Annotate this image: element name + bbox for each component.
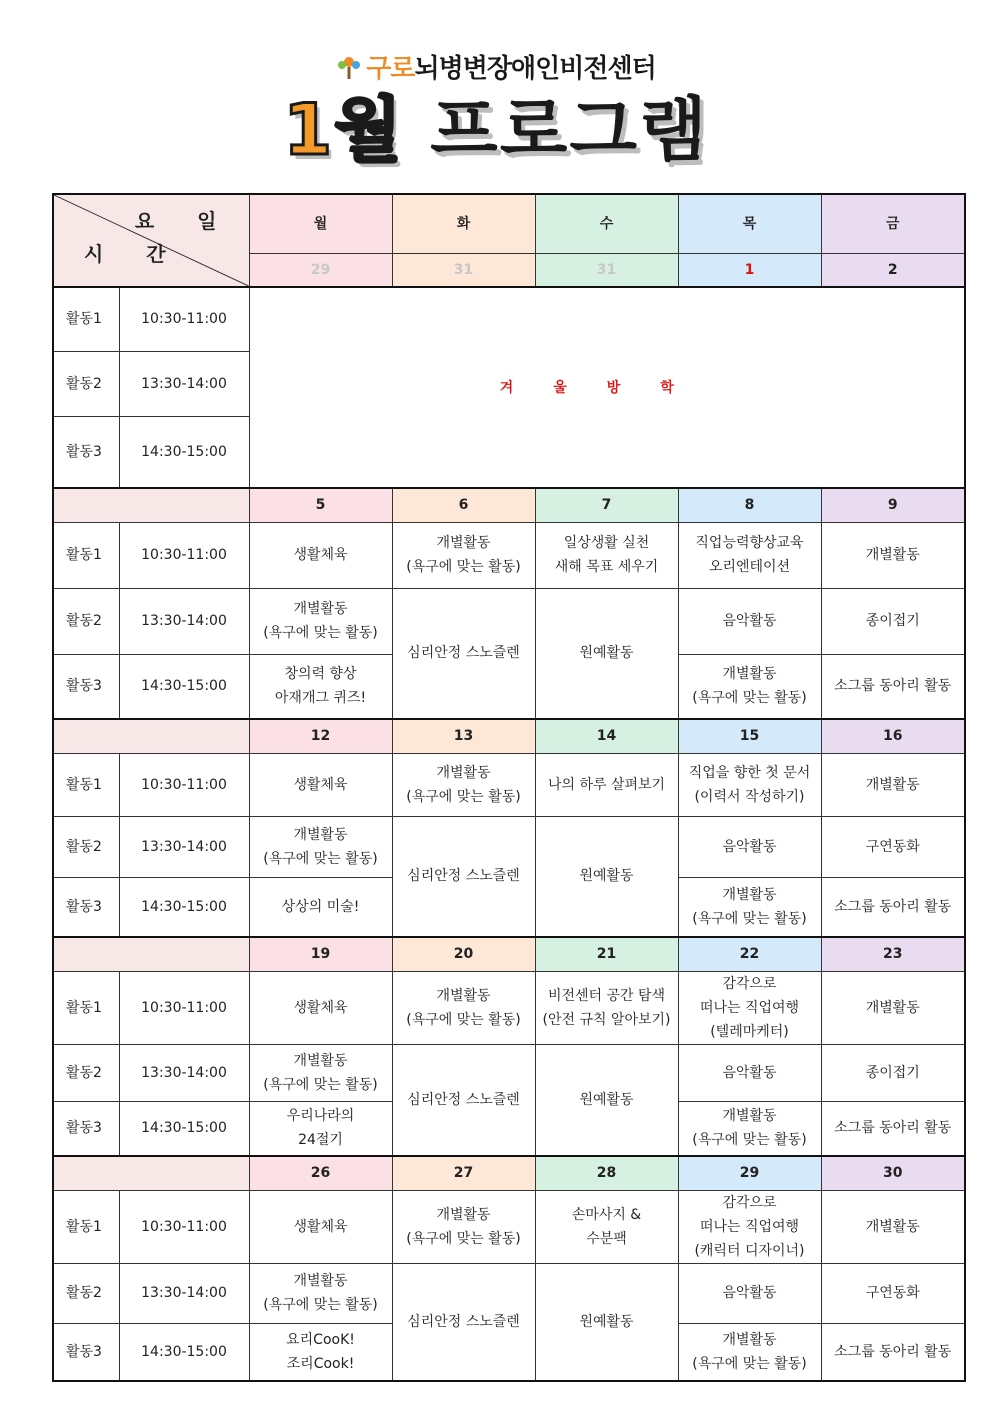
date-cell-text: 6 xyxy=(458,497,469,514)
slot-time xyxy=(119,654,249,719)
day-header-tue xyxy=(392,194,535,253)
slot-time xyxy=(119,816,249,877)
slot-label xyxy=(53,1323,119,1381)
activity-cell-text: 나의 하루 살펴보기 xyxy=(547,776,666,793)
org-name xyxy=(0,48,992,85)
activity-cell xyxy=(678,1190,821,1263)
date-cell-text: 20 xyxy=(453,946,474,963)
activity-cell-text: 개별활동 (욕구에 맞는 활동) xyxy=(263,1273,378,1313)
activity-cell xyxy=(821,1190,965,1263)
activity-cell-text: 비전센터 공간 탐색 (안전 규칙 알아보기) xyxy=(542,987,671,1028)
activity-cell xyxy=(249,654,392,719)
date-cell-text: 27 xyxy=(453,1165,474,1182)
activity-cell xyxy=(678,753,821,816)
activity-cell xyxy=(392,816,535,937)
day-header-thu-text: 목 xyxy=(742,215,757,232)
date-cell xyxy=(678,253,821,287)
activity-cell-text: 음악활동 xyxy=(722,1285,777,1301)
activity-cell-text: 심리안정 스노즐렌 xyxy=(407,645,520,662)
table-row xyxy=(53,937,965,971)
winter-vacation-notice xyxy=(249,287,965,488)
slot-label xyxy=(53,416,119,488)
slot-label-text: 활동1 xyxy=(66,999,102,1016)
slot-label-text: 활동1 xyxy=(66,311,102,328)
activity-cell-text: 구연동화 xyxy=(865,1285,920,1301)
activity-cell-text: 음악활동 xyxy=(722,1064,777,1081)
activity-cell xyxy=(821,816,965,877)
activity-cell-text: 손마사지 & 수분팩 xyxy=(571,1206,642,1247)
day-header-mon xyxy=(249,194,392,253)
slot-label-text: 활동3 xyxy=(66,1343,102,1360)
date-cell xyxy=(535,1156,678,1190)
date-cell-text: 8 xyxy=(744,497,755,514)
slot-time xyxy=(119,588,249,654)
date-cell-text: 15 xyxy=(739,728,760,745)
activity-cell xyxy=(678,522,821,588)
date-cell xyxy=(392,253,535,287)
slot-time xyxy=(119,287,249,351)
date-row-label xyxy=(53,488,249,522)
date-cell xyxy=(392,937,535,971)
page-header xyxy=(0,40,992,180)
slot-time-text: 13:30-14:00 xyxy=(141,613,227,629)
activity-cell-text: 감각으로 떠나는 직업여행 (텔레마케터) xyxy=(699,975,800,1040)
date-cell xyxy=(535,253,678,287)
activity-cell xyxy=(249,1044,392,1101)
activity-cell xyxy=(678,971,821,1044)
activity-cell-text: 개별활동 (욕구에 맞는 활동) xyxy=(692,886,807,927)
activity-cell xyxy=(678,1323,821,1381)
activity-cell-text: 심리안정 스노즐렌 xyxy=(407,1091,520,1108)
slot-label xyxy=(53,1101,119,1156)
activity-cell-text: 직업능력향상교육 오리엔테이션 xyxy=(695,535,804,575)
activity-cell xyxy=(821,654,965,719)
date-cell-text: 13 xyxy=(453,728,474,745)
activity-cell xyxy=(821,877,965,937)
activity-cell-text: 종이접기 xyxy=(865,1064,920,1081)
activity-cell xyxy=(535,816,678,937)
slot-label-text: 활동3 xyxy=(66,443,102,460)
slot-time-text: 10:30-11:00 xyxy=(141,547,227,563)
date-cell-text: 29 xyxy=(310,261,331,278)
activity-cell xyxy=(678,588,821,654)
date-cell-text: 31 xyxy=(596,261,617,278)
activity-cell-text: 개별활동 (욕구에 맞는 활동) xyxy=(406,764,521,805)
activity-cell-text: 개별활동 (욕구에 맞는 활동) xyxy=(692,666,807,707)
slot-time xyxy=(119,1323,249,1381)
activity-cell-text: 개별활동 xyxy=(865,999,920,1016)
slot-label-text: 활동2 xyxy=(66,838,102,855)
activity-cell-text: 원예활동 xyxy=(579,1091,634,1108)
activity-cell xyxy=(678,816,821,877)
slot-label-text: 활동2 xyxy=(66,375,102,392)
activity-cell-text: 감각으로 떠나는 직업여행 (캐릭터 디자이너) xyxy=(694,1194,805,1259)
activity-cell-text: 소그룹 동아리 활동 xyxy=(834,1343,952,1360)
day-header-wed xyxy=(535,194,678,253)
page-title xyxy=(0,88,992,172)
date-cell-text: 23 xyxy=(883,946,903,963)
slot-label xyxy=(53,522,119,588)
table-row xyxy=(53,753,965,816)
table-row xyxy=(53,287,965,351)
activity-cell-text: 소그룹 동아리 활동 xyxy=(834,1120,952,1137)
slot-time-text: 13:30-14:00 xyxy=(141,375,227,392)
date-cell-text: 16 xyxy=(883,728,903,745)
activity-cell-text: 개별활동 (욕구에 맞는 활동) xyxy=(692,1108,807,1149)
activity-cell xyxy=(249,971,392,1044)
activity-cell-text: 개별활동 xyxy=(865,776,920,793)
activity-cell xyxy=(249,522,392,588)
date-cell xyxy=(678,937,821,971)
slot-time-text: 10:30-11:00 xyxy=(141,776,227,793)
activity-cell-text: 생활체육 xyxy=(293,1218,348,1235)
date-cell xyxy=(249,1156,392,1190)
activity-cell xyxy=(249,1323,392,1381)
activity-cell-text: 우리나라의 24절기 xyxy=(286,1108,355,1149)
slot-time-text: 14:30-15:00 xyxy=(141,1120,227,1137)
date-cell xyxy=(821,253,965,287)
activity-cell-text: 음악활동 xyxy=(722,613,777,629)
date-cell-text: 5 xyxy=(315,497,326,514)
time-axis-label: 시 간 xyxy=(84,242,184,266)
activity-cell xyxy=(678,654,821,719)
activity-cell-text: 개별활동 (욕구에 맞는 활동) xyxy=(263,601,378,641)
table-row xyxy=(53,1044,965,1101)
activity-cell-text: 개별활동 xyxy=(865,1218,920,1235)
slot-time xyxy=(119,1263,249,1323)
activity-cell xyxy=(821,971,965,1044)
date-cell xyxy=(392,1156,535,1190)
activity-cell xyxy=(821,522,965,588)
activity-cell xyxy=(535,522,678,588)
date-cell xyxy=(249,719,392,753)
slot-label xyxy=(53,588,119,654)
date-cell-text: 19 xyxy=(310,946,331,963)
activity-cell-text: 종이접기 xyxy=(865,613,920,629)
table-row xyxy=(53,488,965,522)
date-row-label xyxy=(53,719,249,753)
activity-cell xyxy=(678,1044,821,1101)
activity-cell xyxy=(249,1190,392,1263)
date-row-label xyxy=(53,937,249,971)
slot-label-text: 활동3 xyxy=(66,678,102,695)
slot-time xyxy=(119,1190,249,1263)
activity-cell xyxy=(249,816,392,877)
table-row xyxy=(53,816,965,877)
date-row-label xyxy=(53,1156,249,1190)
date-cell-text: 29 xyxy=(739,1165,760,1182)
date-cell-text: 26 xyxy=(310,1165,331,1182)
slot-time-text: 14:30-15:00 xyxy=(141,1343,227,1360)
slot-time xyxy=(119,351,249,416)
activity-cell xyxy=(392,753,535,816)
slot-time xyxy=(119,971,249,1044)
slot-label xyxy=(53,753,119,816)
program-title: 프로그램 xyxy=(430,89,709,171)
activity-cell xyxy=(249,753,392,816)
activity-cell-text: 음악활동 xyxy=(722,838,777,855)
day-header-mon-text: 월 xyxy=(313,215,328,232)
activity-cell-text: 개별활동 (욕구에 맞는 활동) xyxy=(263,1052,378,1093)
slot-time-text: 13:30-14:00 xyxy=(141,838,227,855)
date-cell-text: 14 xyxy=(596,728,617,745)
date-cell xyxy=(678,1156,821,1190)
activity-cell-text: 개별활동 xyxy=(865,547,920,563)
slot-label xyxy=(53,654,119,719)
date-cell xyxy=(678,719,821,753)
activity-cell xyxy=(821,1101,965,1156)
date-cell-text: 28 xyxy=(596,1165,617,1182)
date-cell xyxy=(535,937,678,971)
day-header-fri-text: 금 xyxy=(885,215,900,232)
slot-label-text: 활동2 xyxy=(66,1064,102,1081)
table-row xyxy=(53,719,965,753)
slot-time-text: 14:30-15:00 xyxy=(141,443,227,460)
day-axis-label: 요 일 xyxy=(134,209,235,233)
slot-time xyxy=(119,1044,249,1101)
slot-label-text: 활동3 xyxy=(66,898,102,915)
slot-label-text: 활동3 xyxy=(66,1120,102,1137)
activity-cell xyxy=(821,588,965,654)
date-cell xyxy=(535,488,678,522)
schedule-table xyxy=(52,193,966,1382)
activity-cell xyxy=(249,588,392,654)
table-row xyxy=(53,194,965,253)
table-row xyxy=(53,971,965,1044)
slot-label xyxy=(53,971,119,1044)
slot-time-text: 14:30-15:00 xyxy=(141,898,227,915)
activity-cell-text: 개별활동 (욕구에 맞는 활동) xyxy=(263,826,378,867)
slot-time-text: 10:30-11:00 xyxy=(141,999,227,1016)
activity-cell xyxy=(535,1190,678,1263)
activity-cell xyxy=(249,1263,392,1323)
tree-logo-icon xyxy=(336,54,362,80)
date-cell xyxy=(249,253,392,287)
date-cell-text: 30 xyxy=(883,1165,903,1182)
slot-label xyxy=(53,1044,119,1101)
activity-cell-text: 창의력 향상 아재개그 퀴즈! xyxy=(274,666,367,707)
activity-cell xyxy=(249,1101,392,1156)
date-cell xyxy=(821,937,965,971)
activity-cell-text: 개별활동 (욕구에 맞는 활동) xyxy=(692,1331,807,1372)
activity-cell xyxy=(678,877,821,937)
activity-cell-text: 구연동화 xyxy=(865,838,920,855)
winter-vacation-notice-text: 겨울방학 xyxy=(499,379,714,396)
day-header-fri xyxy=(821,194,965,253)
activity-cell xyxy=(821,753,965,816)
activity-cell-text: 심리안정 스노즐렌 xyxy=(407,1313,520,1330)
activity-cell-text: 개별활동 (욕구에 맞는 활동) xyxy=(406,535,521,575)
slot-label xyxy=(53,287,119,351)
slot-label xyxy=(53,877,119,937)
slot-time-text: 10:30-11:00 xyxy=(141,311,227,328)
activity-cell-text: 생활체육 xyxy=(293,999,348,1016)
date-cell xyxy=(821,488,965,522)
activity-cell xyxy=(392,971,535,1044)
activity-cell-text: 원예활동 xyxy=(579,868,634,885)
slot-time xyxy=(119,753,249,816)
date-cell-text: 7 xyxy=(601,497,612,514)
slot-label xyxy=(53,351,119,416)
activity-cell xyxy=(821,1044,965,1101)
table-row xyxy=(53,522,965,588)
date-cell-text: 21 xyxy=(596,946,617,963)
activity-cell-text: 상상의 미술! xyxy=(281,898,360,915)
activity-cell xyxy=(392,588,535,719)
activity-cell xyxy=(249,877,392,937)
day-header-thu xyxy=(678,194,821,253)
date-cell-text: 12 xyxy=(310,728,331,745)
month-title: 1월 xyxy=(283,89,404,171)
day-header-wed-text: 수 xyxy=(599,215,614,232)
date-cell xyxy=(249,937,392,971)
activity-cell-text: 개별활동 (욕구에 맞는 활동) xyxy=(406,987,521,1028)
table-row xyxy=(53,588,965,654)
slot-label xyxy=(53,1263,119,1323)
activity-cell-text: 심리안정 스노즐렌 xyxy=(407,868,520,885)
activity-cell xyxy=(535,1044,678,1156)
date-cell xyxy=(249,488,392,522)
org-name-rest: 뇌병변장애인비전센터 xyxy=(414,54,656,84)
date-cell xyxy=(392,719,535,753)
slot-label-text: 활동1 xyxy=(66,1218,102,1235)
activity-cell-text: 생활체육 xyxy=(293,776,348,793)
activity-cell xyxy=(678,1263,821,1323)
table-row xyxy=(53,1263,965,1323)
slot-time xyxy=(119,877,249,937)
slot-time-text: 10:30-11:00 xyxy=(141,1218,227,1235)
activity-cell xyxy=(821,1323,965,1381)
date-cell-text: 22 xyxy=(739,946,760,963)
date-cell-text: 31 xyxy=(453,261,474,278)
activity-cell-text: 원예활동 xyxy=(579,645,634,662)
activity-cell xyxy=(535,971,678,1044)
slot-label xyxy=(53,816,119,877)
activity-cell xyxy=(821,1263,965,1323)
activity-cell-text: 직업을 향한 첫 문서 (이력서 작성하기) xyxy=(688,764,811,805)
slot-label-text: 활동2 xyxy=(66,1285,102,1301)
date-cell xyxy=(392,488,535,522)
activity-cell-text: 소그룹 동아리 활동 xyxy=(834,678,952,695)
day-header-tue-text: 화 xyxy=(456,215,471,232)
date-cell xyxy=(678,488,821,522)
activity-cell-text: 원예활동 xyxy=(579,1313,634,1330)
activity-cell xyxy=(392,1190,535,1263)
activity-cell xyxy=(535,753,678,816)
date-cell-text: 9 xyxy=(887,497,898,514)
activity-cell xyxy=(678,1101,821,1156)
slot-label-text: 활동1 xyxy=(66,776,102,793)
date-cell xyxy=(821,1156,965,1190)
activity-cell-text: 일상생활 실천 새해 목표 세우기 xyxy=(554,535,659,575)
activity-cell-text: 개별활동 (욕구에 맞는 활동) xyxy=(406,1206,521,1247)
activity-cell-text: 생활체육 xyxy=(293,547,348,563)
slot-label-text: 활동1 xyxy=(66,547,102,563)
slot-time-text: 14:30-15:00 xyxy=(141,678,227,695)
slot-label-text: 활동2 xyxy=(66,613,102,629)
date-cell xyxy=(821,719,965,753)
slot-time xyxy=(119,1101,249,1156)
activity-cell xyxy=(535,1263,678,1381)
date-cell-text: 1 xyxy=(744,261,755,278)
org-name-highlight: 구로 xyxy=(366,54,415,84)
slot-time xyxy=(119,416,249,488)
activity-cell-text: 요리CooK! 조리Cook! xyxy=(286,1331,355,1372)
slot-time-text: 13:30-14:00 xyxy=(141,1285,227,1301)
activity-cell-text: 소그룹 동아리 활동 xyxy=(834,898,952,915)
slot-time xyxy=(119,522,249,588)
slot-time-text: 13:30-14:00 xyxy=(141,1064,227,1081)
table-row xyxy=(53,1156,965,1190)
slot-label xyxy=(53,1190,119,1263)
table-row xyxy=(53,1190,965,1263)
activity-cell xyxy=(535,588,678,719)
activity-cell xyxy=(392,1263,535,1381)
date-cell xyxy=(535,719,678,753)
activity-cell xyxy=(392,1044,535,1156)
activity-cell xyxy=(392,522,535,588)
corner-header xyxy=(53,194,249,287)
date-cell-text: 2 xyxy=(887,261,898,278)
